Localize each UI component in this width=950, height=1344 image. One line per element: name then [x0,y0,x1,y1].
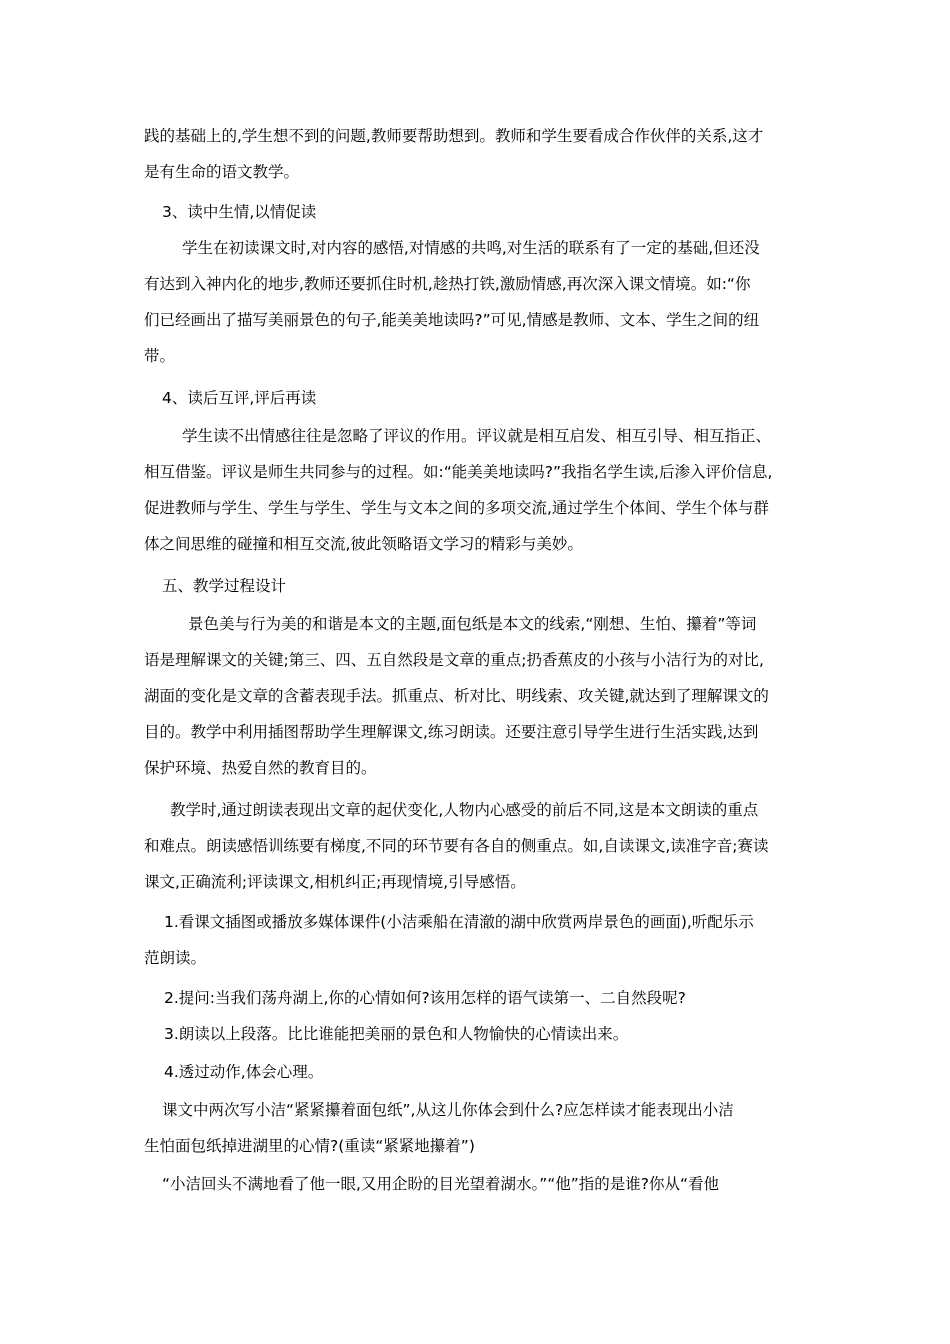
text-line: 体之间思维的碰撞和相互交流,彼此领略语文学习的精彩与美妙。 [144,535,583,553]
heading-mutual-review [162,380,826,416]
paragraph-intro-continuation [144,118,808,190]
paragraph-teaching-process [144,606,808,786]
text-line: 教学时,通过朗读表现出文章的起伏变化,人物内心感受的前后不同,这是本文朗读的重点 [170,801,759,819]
list-item-3 [144,1016,808,1052]
text-line: 目的。教学中利用插图帮助学生理解课文,练习朗读。还要注意引导学生进行生活实践,达到 [144,723,759,741]
text-line: 范朗读。 [144,949,207,967]
list-item-4 [144,1054,808,1090]
text-line: 4、读后互评,评后再读 [162,389,317,407]
text-line: 4.透过动作,体会心理。 [164,1063,324,1081]
text-line: 生怕面包纸掉进湖里的心情?(重读“紧紧地攥着”) [144,1137,475,1155]
text-line: 学生读不出情感往往是忽略了评议的作用。评议就是相互启发、相互引导、相互指正、 [182,427,772,445]
text-line: 相互借鉴。评议是师生共同参与的过程。如:“能美美地读吗?”我指名学生读,后渗入评价信息, [144,463,773,481]
text-line: 1.看课文插图或播放多媒体课件(小洁乘船在清澈的湖中欣赏两岸景色的画面),听配乐示 [164,913,754,931]
paragraph-mutual-review [144,418,808,562]
text-line: 五、教学过程设计 [162,577,287,595]
text-line: 带。 [144,347,176,365]
text-line: 践的基础上的,学生想不到的问题,教师要帮助想到。教师和学生要看成合作伙伴的关系,这才 [144,127,764,145]
text-line: 是有生命的语文教学。 [144,163,300,181]
list-item-2 [144,980,808,1016]
text-line: 2.提问:当我们荡舟湖上,你的心情如何?该用怎样的语气读第一、二自然段呢? [164,989,686,1007]
paragraph-tightly-holding [144,1092,808,1164]
text-line: 3、读中生情,以情促读 [162,203,317,221]
text-line: 们已经画出了描写美丽景色的句子,能美美地读吗?”可见,情感是教师、文本、学生之间的纽 [144,311,760,329]
text-line: 有达到入神内化的地步,教师还要抓住时机,趁热打铁,激励情感,再次深入课文情境。如:“你 [144,275,751,293]
heading-teaching-process [162,568,826,604]
text-line: 3.朗读以上段落。比比谁能把美丽的景色和人物愉快的心情读出来。 [164,1025,629,1043]
text-line: “小洁回头不满地看了他一眼,又用企盼的目光望着湖水。”“他”指的是谁?你从“看他 [162,1175,720,1193]
text-line: 课文中两次写小洁“紧紧攥着面包纸”,从这儿你体会到什么?应怎样读才能表现出小洁 [162,1101,734,1119]
paragraph-reading-method [144,792,808,900]
text-line: 促进教师与学生、学生与学生、学生与文本之间的多项交流,通过学生个体间、学生个体与群 [144,499,769,517]
text-line: 课文,正确流利;评读课文,相机纠正;再现情境,引导感悟。 [144,873,526,891]
paragraph-look-back [144,1166,808,1202]
text-line: 景色美与行为美的和谐是本文的主题,面包纸是本文的线索,“刚想、生怕、攥着”等词 [188,615,757,633]
list-item-1 [144,904,808,976]
text-line: 保护环境、热爱自然的教育目的。 [144,759,377,777]
text-line: 湖面的变化是文章的含蓄表现手法。抓重点、析对比、明线索、攻关键,就达到了理解课文的 [144,687,769,705]
text-line: 语是理解课文的关键;第三、四、五自然段是文章的重点;扔香蕉皮的小孩与小洁行为的对比, [144,651,764,669]
heading-read-emotion [162,194,826,230]
paragraph-read-emotion [144,230,808,374]
text-line: 学生在初读课文时,对内容的感悟,对情感的共鸣,对生活的联系有了一定的基础,但还没 [182,239,760,257]
text-line: 和难点。朗读感悟训练要有梯度,不同的环节要有各自的侧重点。如,自读课文,读准字音;赛读 [144,837,769,855]
